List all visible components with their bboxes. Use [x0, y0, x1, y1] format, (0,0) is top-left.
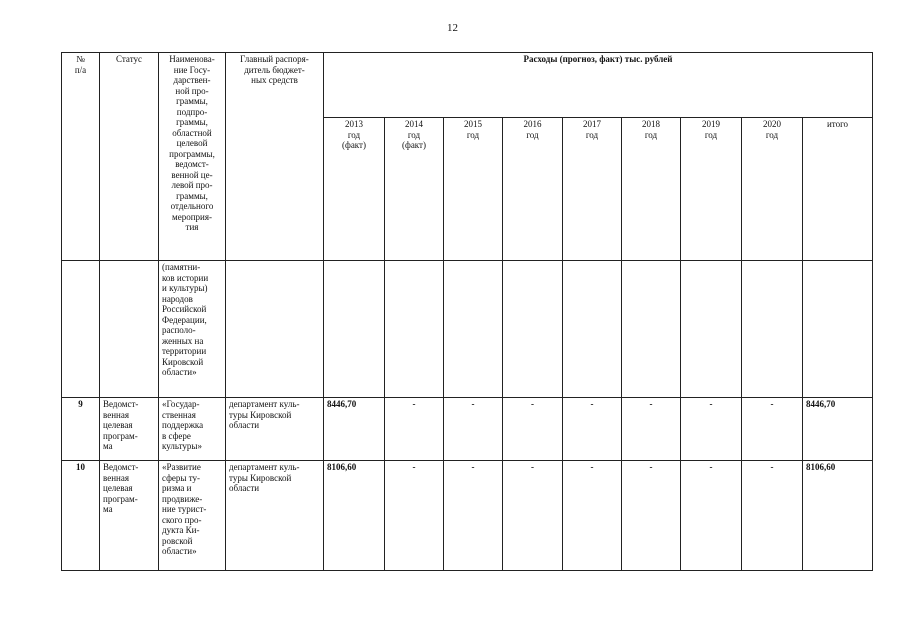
- cell-value-total: 8446,70: [803, 398, 873, 461]
- table-row: [62, 398, 873, 461]
- header-year-2020: 2020 год: [742, 118, 803, 261]
- cell-manager: департамент куль- туры Кировской области: [226, 398, 324, 461]
- cell-value-2013: 8446,70: [324, 398, 385, 461]
- cell-value-2015: -: [444, 398, 503, 461]
- header-year-2013: 2013 год (факт): [324, 118, 385, 261]
- cell-value-2017: -: [563, 398, 622, 461]
- cell-status: Ведомст- венная целевая програм- ма: [100, 398, 159, 461]
- table-row-continuation: [62, 261, 873, 398]
- cell-value-2017: -: [563, 461, 622, 571]
- cell-empty: [622, 261, 681, 398]
- table-row: [62, 461, 873, 571]
- header-no: № п/а: [62, 53, 100, 261]
- header-total: итого: [803, 118, 873, 261]
- header-year-2019: 2019 год: [681, 118, 742, 261]
- cell-value-2020: -: [742, 398, 803, 461]
- header-year-2015: 2015 год: [444, 118, 503, 261]
- cell-value-2015: -: [444, 461, 503, 571]
- cell-value-2019: -: [681, 398, 742, 461]
- header-year-2017: 2017 год: [563, 118, 622, 261]
- cell-name: «Развитие сферы ту- ризма и продвиже- ние турист- ского про- дукта Ки- ровской области»: [159, 461, 226, 571]
- cell-empty: [385, 261, 444, 398]
- cell-manager: департамент куль- туры Кировской области: [226, 461, 324, 571]
- header-manager: Главный распоря- дитель бюджет- ных средств: [226, 53, 324, 261]
- cell-empty: [100, 261, 159, 398]
- cell-name: «Государ- ственная поддержка в сфере культуры»: [159, 398, 226, 461]
- cell-value-2018: -: [622, 461, 681, 571]
- cell-empty: [444, 261, 503, 398]
- header-expenses: Расходы (прогноз, факт) тыс. рублей: [324, 53, 873, 118]
- cell-value-2014: -: [385, 398, 444, 461]
- cell-no: 9: [62, 398, 100, 461]
- cell-empty: [226, 261, 324, 398]
- cell-no: 10: [62, 461, 100, 571]
- cell-value-total: 8106,60: [803, 461, 873, 571]
- header-year-2014: 2014 год (факт): [385, 118, 444, 261]
- cell-empty: [681, 261, 742, 398]
- cell-empty: [742, 261, 803, 398]
- cell-value-2016: -: [503, 461, 563, 571]
- cell-name-continuation: (памятни- ков истории и культуры) народов Российской Федерации, располо- женных на территории Кировской области»: [159, 261, 226, 398]
- cell-value-2019: -: [681, 461, 742, 571]
- cell-value-2014: -: [385, 461, 444, 571]
- cell-empty: [62, 261, 100, 398]
- header-name: Наименова- ние Госу- дарствен- ной про- граммы, подпро- граммы, областной целевой программы, ведомст- венной це- левой про- граммы, отдельного мероприя- тия: [159, 53, 226, 261]
- budget-expenses-table: [61, 52, 873, 571]
- header-status: Статус: [100, 53, 159, 261]
- cell-value-2018: -: [622, 398, 681, 461]
- table-header-row: [62, 53, 873, 118]
- cell-empty: [503, 261, 563, 398]
- header-year-2016: 2016 год: [503, 118, 563, 261]
- cell-value-2013: 8106,60: [324, 461, 385, 571]
- header-year-2018: 2018 год: [622, 118, 681, 261]
- cell-empty: [563, 261, 622, 398]
- page-number: 12: [447, 22, 458, 34]
- cell-empty: [324, 261, 385, 398]
- cell-status: Ведомст- венная целевая програм- ма: [100, 461, 159, 571]
- cell-value-2016: -: [503, 398, 563, 461]
- cell-value-2020: -: [742, 461, 803, 571]
- cell-empty: [803, 261, 873, 398]
